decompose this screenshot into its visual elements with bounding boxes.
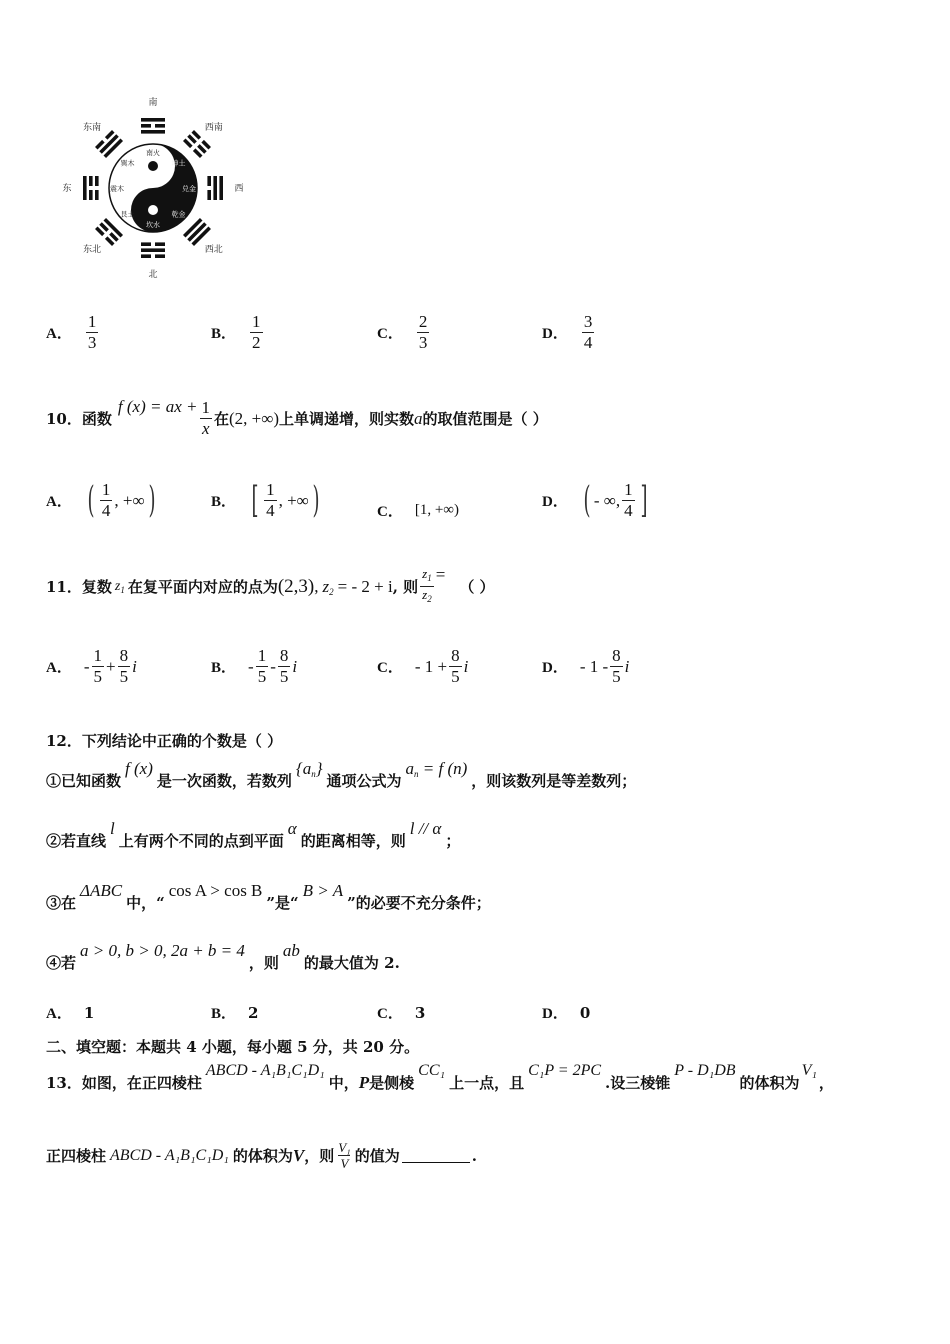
q11-option-c[interactable]: C． - 1 + $\frac{8}{5}$ i — [377, 646, 469, 686]
bagua-diagram — [55, 95, 255, 295]
question-11: 11． 复数 $z_1$ 在复平面内对应的点为 (2,3) , $z_2$ = - 2 + i , 则 $\frac{z_1}{z_2}$ = （ ） — [46, 566, 910, 607]
trigram — [207, 176, 223, 200]
direction-label: 西北 — [204, 244, 223, 255]
q10-option-c[interactable]: C． [1, +∞) — [377, 502, 459, 520]
trigram — [83, 176, 99, 200]
q12-statement-3: ③在 ΔABC 中，“ cos A > cos B ”是“ B > A ”的必要不充分条件； — [46, 880, 491, 912]
question-10: 10． 函数 f (x) = ax + $\frac{1}{x}$ 在 (2, +∞) 上单调递增，则实数 a 的取值范围是（ ） — [46, 396, 548, 438]
element-label: 震木 — [110, 185, 124, 193]
q9-option-d[interactable]: D． $\frac{3}{4}$ — [542, 312, 593, 352]
q11-option-d[interactable]: D． - 1 - $\frac{8}{5}$ i — [542, 646, 630, 686]
element-label: 艮土 — [120, 210, 135, 219]
question-13-line2: 正四棱柱 ABCD - A₁B₁C₁D₁ 的体积为 V ，则 $\frac{\text{V₁}}{V}$ 的值为 . — [46, 1140, 477, 1171]
section-2-heading: 二、填空题：本题共 4 小题，每小题 5 分，共 20 分。 — [46, 1038, 420, 1056]
direction-label: 东南 — [83, 123, 102, 134]
q9-option-b[interactable]: B． $\frac{1}{2}$ — [211, 312, 261, 352]
element-label: 南火 — [146, 149, 160, 157]
direction-label: 东 — [62, 184, 72, 194]
q10-function: f (x) = ax + — [117, 396, 198, 416]
q12-option-c[interactable]: C． 3 — [377, 1003, 426, 1022]
direction-label: 东北 — [83, 244, 102, 255]
element-label: 乾金 — [171, 210, 186, 219]
trigram — [183, 218, 211, 246]
q11-option-a[interactable]: A． - $\frac{1}{5}$ + $\frac{8}{5}$ i — [46, 646, 137, 686]
element-label: 坤土 — [171, 159, 186, 168]
direction-label: 西 — [234, 184, 244, 194]
q12-statement-2: ②若直线 l 上有两个不同的点到平面 α 的距离相等，则 l // α ； — [46, 818, 461, 850]
q12-option-d[interactable]: D． 0 — [542, 1003, 591, 1022]
q9-option-c[interactable]: C． $\frac{2}{3}$ — [377, 312, 428, 352]
q11-option-b[interactable]: B． - $\frac{1}{5}$ - $\frac{8}{5}$ i — [211, 646, 298, 686]
q12-statement-4: ④若 a > 0, b > 0, 2a + b = 4 ，则 ab 的最大值为 2. — [46, 940, 400, 972]
answer-blank[interactable] — [402, 1148, 470, 1163]
trigram — [95, 218, 123, 246]
trigram — [141, 118, 165, 134]
element-label: 兑金 — [182, 185, 196, 193]
trigram — [141, 242, 165, 258]
q10-option-d[interactable]: D． ( - ∞, $\frac{1}{4}$ ] — [542, 479, 648, 521]
direction-label: 北 — [148, 270, 158, 280]
q9-option-a[interactable]: A． $\frac{1}{3}$ — [46, 312, 97, 352]
direction-label: 南 — [148, 98, 158, 108]
q10-option-b[interactable]: B． [ $\frac{1}{4}$ , +∞ ) — [211, 479, 320, 521]
direction-label: 西南 — [204, 123, 223, 134]
trigram — [183, 130, 211, 158]
q12-option-b[interactable]: B． 2 — [211, 1003, 259, 1022]
yin-yang-eye-dark — [148, 205, 158, 215]
q12-option-a[interactable]: A． 1 — [46, 1003, 95, 1022]
trigram — [95, 130, 123, 158]
question-12-title: 12．下列结论中正确的个数是（ ） — [46, 732, 283, 750]
element-label: 坎水 — [146, 221, 160, 229]
question-13-line1: 13． 如图，在正四棱柱 ABCD - A₁B₁C₁D₁ 中， P 是侧棱 CC₁ 上一点，且 C₁P = 2PC .设三棱锥 P - D₁DB 的体积为 V₁ ， — [46, 1061, 834, 1092]
q10-option-a[interactable]: A． ( $\frac{1}{4}$ , +∞ ) — [46, 479, 156, 521]
element-label: 巽木 — [120, 159, 135, 168]
q12-statement-1: ①已知函数 f (x) 是一次函数，若数列 $\{a_n\}$ 通项公式为 $a_n = f$ (n) ，则该数列是等差数列； — [46, 758, 637, 790]
yin-yang-eye-light — [148, 161, 158, 171]
